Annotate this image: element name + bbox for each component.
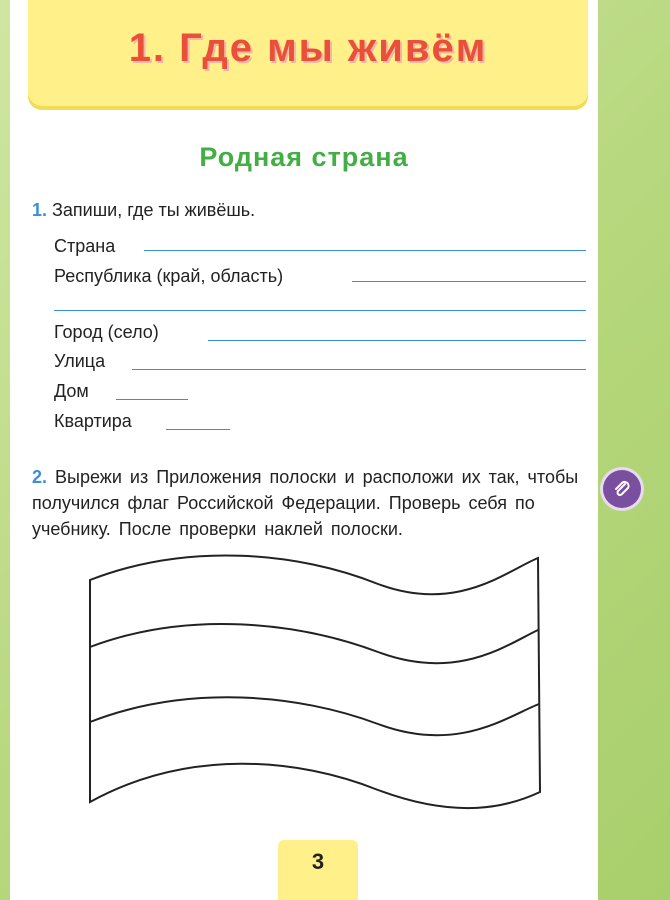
field-label-apartment: Квартира	[54, 411, 132, 431]
flag-border	[90, 555, 540, 808]
flag-outline[interactable]	[78, 552, 548, 812]
task-2-text: Вырежи из Приложения полоски и расположи их так, чтобы получился флаг Российской Федерации. Проверь себя по учебнику. После проверки наклей полоски.	[32, 467, 579, 539]
field-label-region: Республика (край, область)	[54, 266, 284, 286]
paperclip-badge	[603, 470, 641, 508]
field-label-street: Улица	[54, 351, 106, 371]
paperclip-icon	[612, 479, 632, 499]
street-answer-line[interactable]	[132, 369, 586, 370]
apartment-answer-line[interactable]	[166, 429, 230, 430]
page-number: 3	[278, 840, 358, 900]
house-answer-line[interactable]	[116, 399, 188, 400]
task-1-text: Запиши, где ты живёшь.	[52, 200, 256, 220]
region-answer-line[interactable]	[352, 281, 586, 282]
workbook-page	[10, 0, 598, 900]
chapter-header	[28, 0, 588, 110]
field-label-city: Город (село)	[54, 322, 159, 342]
field-label-house: Дом	[54, 381, 89, 401]
chapter-title: 1. Где мы живём	[128, 26, 488, 70]
section-title: Родная страна	[199, 142, 409, 172]
city-answer-line[interactable]	[208, 340, 586, 341]
task-1-number: 1.	[32, 200, 48, 220]
task-2	[32, 464, 592, 542]
task-1	[32, 200, 255, 221]
country-answer-line[interactable]	[144, 250, 586, 251]
field-label-country: Страна	[54, 236, 116, 256]
task-2-number: 2.	[32, 467, 48, 487]
region-answer-line-2[interactable]	[54, 310, 586, 311]
